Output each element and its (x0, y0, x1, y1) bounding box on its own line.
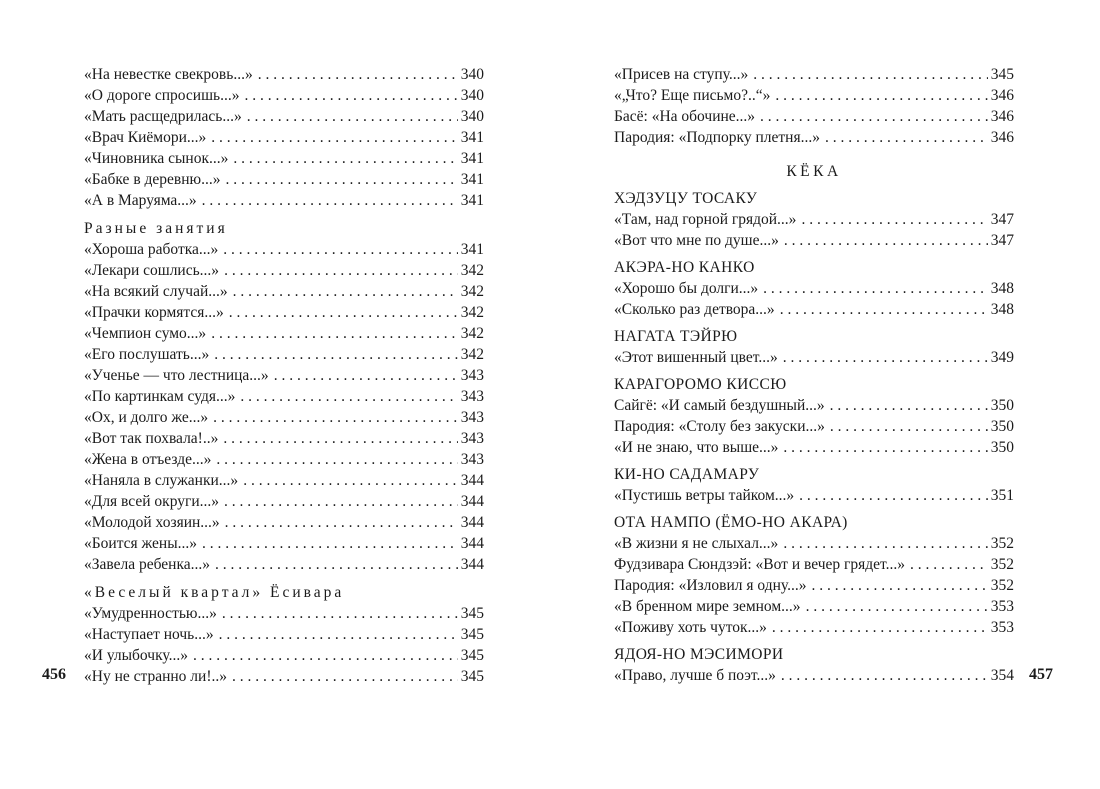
dot-leader (223, 428, 457, 449)
page-number-left: 456 (42, 666, 66, 683)
dot-leader (216, 449, 457, 470)
toc-entry (84, 645, 484, 666)
dot-leader (233, 281, 458, 302)
toc-entry (84, 127, 484, 148)
toc-entry (84, 386, 484, 407)
entry-page-number: 349 (990, 349, 1014, 366)
entry-page-number: 352 (990, 577, 1014, 594)
entry-page-number: 344 (460, 514, 484, 531)
toc-entry (614, 485, 1014, 506)
entry-page-number: 352 (990, 556, 1014, 573)
dot-leader (213, 407, 458, 428)
entry-title: «Мать расщедрилась...» (84, 108, 242, 125)
entry-page-number: 341 (460, 129, 484, 146)
toc-entry (84, 624, 484, 645)
entry-page-number: 344 (460, 535, 484, 552)
entry-title: Басё: «На обочине...» (614, 108, 756, 125)
toc-entry (84, 533, 484, 554)
entry-page-number: 346 (990, 129, 1014, 146)
dot-leader (225, 169, 457, 190)
toc-entry (84, 491, 484, 512)
entry-page-number: 347 (990, 232, 1014, 249)
dot-leader (193, 645, 458, 666)
entry-title: «А в Маруяма...» (84, 192, 197, 209)
entry-page-number: 346 (990, 87, 1014, 104)
entry-page-number: 353 (990, 619, 1014, 636)
toc-entry (614, 596, 1014, 617)
entry-title: «И улыбочку...» (84, 647, 188, 664)
dot-leader (783, 437, 987, 458)
entry-title: Пародия: «Столу без закуски...» (614, 418, 825, 435)
dot-leader (274, 365, 458, 386)
dot-leader (202, 533, 458, 554)
dot-leader (223, 239, 457, 260)
toc-entry (614, 665, 1014, 686)
toc-entry (84, 344, 484, 365)
toc-entry (614, 127, 1014, 148)
entry-page-number: 345 (460, 605, 484, 622)
entry-title: «В жизни я не слыхал...» (614, 535, 779, 552)
toc-entry (84, 281, 484, 302)
dot-leader (763, 278, 988, 299)
toc-entry (614, 85, 1014, 106)
dot-leader (830, 395, 988, 416)
toc-entry (84, 302, 484, 323)
dot-leader (202, 190, 458, 211)
toc-entry (84, 428, 484, 449)
toc-entry (614, 554, 1014, 575)
toc-entry (614, 278, 1014, 299)
dot-leader (780, 299, 988, 320)
toc-entry (614, 575, 1014, 596)
dot-leader (247, 106, 458, 127)
toc-entry (84, 449, 484, 470)
entry-title: Фудзивара Сюндзэй: «Вот и вечер грядет...» (614, 556, 906, 573)
dot-leader (760, 106, 988, 127)
entry-title: «Наступает ночь...» (84, 626, 214, 643)
dot-leader (781, 665, 988, 686)
entry-page-number: 342 (460, 346, 484, 363)
entry-page-number: 343 (460, 409, 484, 426)
entry-title: «Этот вишенный цвет...» (614, 349, 778, 366)
toc-entry (84, 64, 484, 85)
entry-page-number: 342 (460, 304, 484, 321)
dot-leader (233, 148, 457, 169)
dot-leader (244, 85, 457, 106)
toc-entry (84, 148, 484, 169)
entry-title: Сайгё: «И самый бездушный...» (614, 397, 825, 414)
entry-title: Пародия: «Подпорку плетня...» (614, 129, 820, 146)
dot-leader (801, 209, 987, 230)
entry-page-number: 342 (460, 283, 484, 300)
dot-leader (830, 416, 988, 437)
entry-title: «Для всей округи...» (84, 493, 220, 510)
toc-subheading: ЯДОЯ-НО МЭСИМОРИ (614, 646, 784, 663)
entry-title: «Чемпион сумо...» (84, 325, 207, 342)
entry-page-number: 344 (460, 472, 484, 489)
entry-title: «Вот так похвала!..» (84, 430, 219, 447)
entry-title: «Боится жены...» (84, 535, 198, 552)
toc-subheading: КИ-НО САДАМАРУ (614, 466, 760, 483)
toc-entry (84, 512, 484, 533)
entry-title: «Прачки кормятся...» (84, 304, 224, 321)
entry-title: «Вот что мне по душе...» (614, 232, 779, 249)
entry-title: «Наняла в служанки...» (84, 472, 239, 489)
dot-leader (806, 596, 988, 617)
dot-leader (753, 64, 988, 85)
entry-page-number: 342 (460, 262, 484, 279)
toc-entry (614, 64, 1014, 85)
entry-title: «Поживу хоть чуток...» (614, 619, 767, 636)
dot-leader (214, 344, 458, 365)
dot-leader (784, 230, 988, 251)
entry-page-number: 350 (990, 439, 1014, 456)
entry-title: «Лекари сошлись...» (84, 262, 220, 279)
dot-leader (825, 127, 988, 148)
entry-title: «По картинкам судя...» (84, 388, 236, 405)
toc-subheading: КАРАГОРОМО КИССЮ (614, 376, 787, 393)
entry-page-number: 341 (460, 171, 484, 188)
toc-entry (84, 239, 484, 260)
entry-page-number: 350 (990, 418, 1014, 435)
dot-leader (219, 624, 458, 645)
toc-entry (84, 365, 484, 386)
toc-entry (84, 603, 484, 624)
page-number-right: 457 (1029, 666, 1053, 683)
entry-page-number: 345 (990, 66, 1014, 83)
entry-page-number: 340 (460, 108, 484, 125)
entry-page-number: 343 (460, 388, 484, 405)
toc-entry (614, 416, 1014, 437)
dot-leader (772, 617, 988, 638)
entry-page-number: 341 (460, 192, 484, 209)
toc-entry (614, 437, 1014, 458)
entry-title: «На невестке свекровь...» (84, 66, 253, 83)
dot-leader (224, 491, 458, 512)
dot-leader (799, 485, 988, 506)
entry-title: «Сколько раз детвора...» (614, 301, 775, 318)
dot-leader (224, 260, 458, 281)
entry-page-number: 345 (460, 668, 484, 685)
entry-title: «Хороша работка...» (84, 241, 219, 258)
entry-title: «Присев на ступу...» (614, 66, 749, 83)
dot-leader (910, 554, 988, 575)
toc-entry (84, 85, 484, 106)
dot-leader (243, 470, 458, 491)
toc-subheading: НАГАТА ТЭЙРЮ (614, 328, 738, 345)
toc-subheading: ОТА НАМПО (ЁМО-НО АКАРА) (614, 514, 848, 531)
dot-leader (211, 323, 458, 344)
entry-page-number: 348 (990, 301, 1014, 318)
toc-entry (84, 554, 484, 575)
toc-entry (614, 617, 1014, 638)
entry-page-number: 343 (460, 367, 484, 384)
dot-leader (775, 85, 987, 106)
entry-title: «Право, лучше б поэт...» (614, 667, 776, 684)
entry-page-number: 348 (990, 280, 1014, 297)
entry-page-number: 344 (460, 556, 484, 573)
entry-page-number: 341 (460, 241, 484, 258)
toc-entry (84, 169, 484, 190)
entry-page-number: 340 (460, 87, 484, 104)
entry-page-number: 341 (460, 150, 484, 167)
entry-title: «„Что? Еще письмо?..“» (614, 87, 771, 104)
entry-page-number: 350 (990, 397, 1014, 414)
entry-title: «Умудренностью...» (84, 605, 217, 622)
entry-title: Пародия: «Изловил я одну...» (614, 577, 807, 594)
dot-leader (232, 666, 458, 687)
entry-title: «И не знаю, что выше...» (614, 439, 779, 456)
toc-entry (614, 347, 1014, 368)
entry-title: «Завела ребенка...» (84, 556, 211, 573)
entry-page-number: 345 (460, 647, 484, 664)
entry-title: «Ученье — что лестница...» (84, 367, 269, 384)
dot-leader (225, 512, 458, 533)
entry-title: «Молодой хозяин...» (84, 514, 220, 531)
entry-page-number: 352 (990, 535, 1014, 552)
dot-leader (211, 127, 457, 148)
toc-heading: «Веселый квартал» Ёсивара (84, 584, 345, 601)
dot-leader (240, 386, 457, 407)
toc-entry (614, 533, 1014, 554)
toc-column-right (614, 64, 1014, 686)
dot-leader (229, 302, 458, 323)
toc-entry (84, 407, 484, 428)
entry-title: «Ох, и долго же...» (84, 409, 209, 426)
toc-entry (614, 395, 1014, 416)
dot-leader (215, 554, 458, 575)
toc-entry (84, 106, 484, 127)
toc-subheading: ХЭДЗУЦУ ТОСАКУ (614, 190, 758, 207)
toc-entry (84, 323, 484, 344)
toc-entry (614, 209, 1014, 230)
entry-title: «Врач Киёмори...» (84, 129, 207, 146)
entry-title: «Там, над горной грядой...» (614, 211, 797, 228)
dot-leader (783, 347, 988, 368)
dot-leader (222, 603, 458, 624)
entry-title: «Его послушать...» (84, 346, 210, 363)
entry-page-number: 342 (460, 325, 484, 342)
entry-page-number: 344 (460, 493, 484, 510)
entry-page-number: 351 (990, 487, 1014, 504)
entry-page-number: 343 (460, 451, 484, 468)
entry-title: «В бренном мире земном...» (614, 598, 801, 615)
toc-entry (614, 230, 1014, 251)
toc-center-heading: КЁКА (786, 163, 842, 180)
toc-heading: Разные занятия (84, 220, 228, 237)
dot-leader (258, 64, 458, 85)
toc-entry (84, 666, 484, 687)
entry-page-number: 347 (990, 211, 1014, 228)
dot-leader (811, 575, 987, 596)
entry-page-number: 343 (460, 430, 484, 447)
entry-title: «На всякий случай...» (84, 283, 228, 300)
toc-column-left (84, 64, 484, 687)
toc-subheading: АКЭРА-НО КАНКО (614, 259, 755, 276)
toc-entry (614, 299, 1014, 320)
entry-page-number: 345 (460, 626, 484, 643)
dot-leader (783, 533, 987, 554)
entry-title: «Хорошо бы долги...» (614, 280, 759, 297)
entry-page-number: 340 (460, 66, 484, 83)
entry-page-number: 353 (990, 598, 1014, 615)
entry-title: «Пустишь ветры тайком...» (614, 487, 795, 504)
entry-title: «Бабке в деревню...» (84, 171, 221, 188)
toc-entry (614, 106, 1014, 127)
entry-page-number: 354 (990, 667, 1014, 684)
entry-title: «Чиновника сынок...» (84, 150, 229, 167)
toc-entry (84, 190, 484, 211)
entry-title: «О дороге спросишь...» (84, 87, 240, 104)
toc-entry (84, 470, 484, 491)
entry-page-number: 346 (990, 108, 1014, 125)
toc-entry (84, 260, 484, 281)
entry-title: «Ну не странно ли!..» (84, 668, 227, 685)
entry-title: «Жена в отъезде...» (84, 451, 212, 468)
